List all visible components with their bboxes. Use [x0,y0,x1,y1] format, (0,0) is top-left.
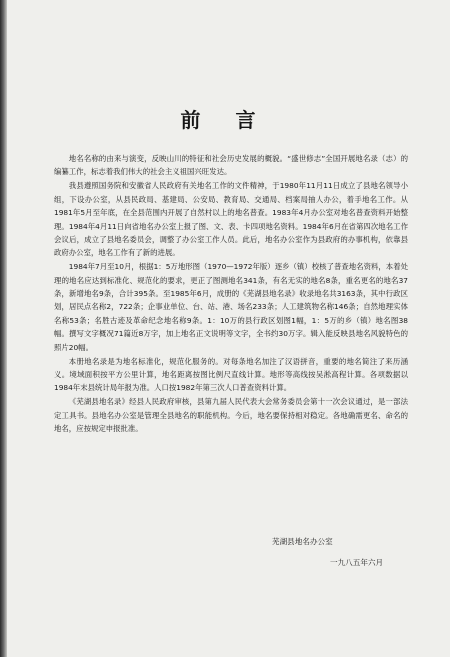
paragraph: 《芜湖县地名录》经县人民政府审核，县第九届人民代表大会常务委员会第十一次会议通过，是一部法定工具书。县地名办公室是管理全县地名的职能机构。今后，地名要保持相对稳定。各地确需更名、命名的地名，应按规定申报批准。 [54,397,408,434]
signature-date: 一九八五年六月 [330,558,384,567]
preface-body [54,152,408,436]
signature-organization: 芜湖县地名办公室 [272,537,333,546]
page-title: 前 言 [180,108,270,132]
paragraph: 本册地名录是为地名标准化，规范化服务的。对每条地名加注了汉语拼音，重要的地名简注了来历涵义。境域面积按平方公里计算，地名距离按图比例尺直线计算。地形等高线按吴淞高程计算。各项数据以1984年末县统计局年报为准。人口按1982年第三次人口普查资料计算。 [54,356,408,393]
paragraph: 我县遵照国务院和安徽省人民政府有关地名工作的文件精神，于1980年11月11日成立了县地名领导小组，下设办公室，从县民政局、基建局、公安局、教育局、交通局、档案局抽人办公，着手地名工作。从1981年5月至年底，在全县范围内开展了自然村以上的地名普查。1983年4月办公室对地名普查资料开始整理。1984年4月11日向省地名办公室上报了图、文、表、卡四项地名资料。1984年6月在省第四次地名工作会议后，成立了县地名委员会，调整了办公室工作人员。此后，地名办公室作为县政府的办事机构，依靠县政府办公室，地名工作有了新的进展。 [54,181,408,258]
paragraph: 1984年7月至10月，根据1：5万地形图（1970—1972年版）逐乡（镇）校核了普查地名资料，本着处理的地名应达到标准化、规范化的要求，更正了图测地名341条，有名无实的地名8条，重名更名的地名37条，新增地名9条，合计395条。至1985年6月，成册的《芜湖县地名录》收录地名共3163条，其中行政区划，居民点名称2，722条；企事业单位、台、站、港、场名233条；人工建筑物名称146条；自然地理实体名称53条；名胜古迹及革命纪念地名称9条。1：10万的县行政区划图1幅，1：5万的乡（镇）地名图38幅。撰写文字概况71篇近8万字，加上地名正文说明等文字，全书约30万字。辑入能反映县地名风貌特色的照片20幅。 [54,262,408,352]
paragraph: 地名名称的由来与演变，反映山川的特征和社会历史发展的概貌。“盛世修志”全国开展地名录（志）的编纂工作，标志着我们伟大的社会主义祖国兴旺发达。 [54,154,408,177]
binding-edge [0,0,7,657]
